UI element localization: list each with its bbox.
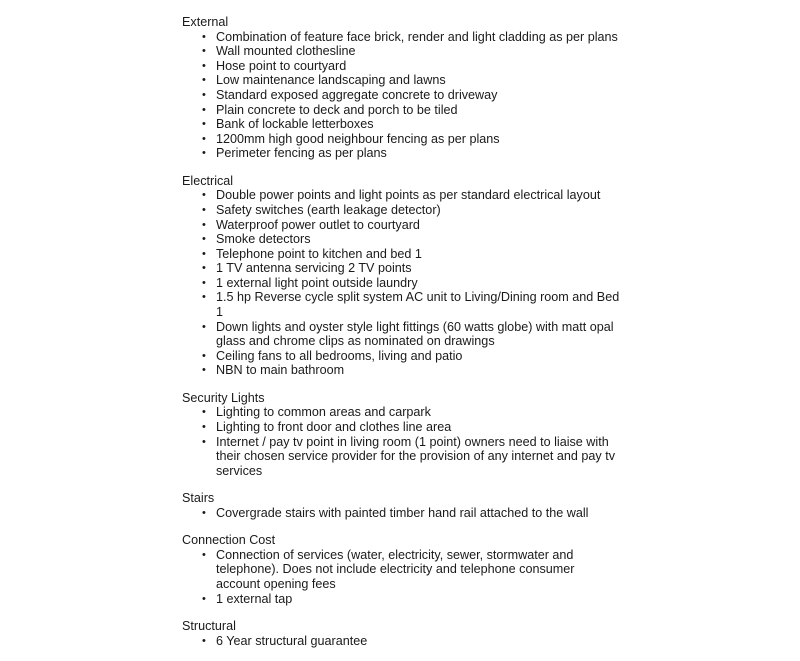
bullet-icon: •	[202, 364, 206, 377]
list-item-text: 1 external tap	[216, 591, 293, 606]
bullet-icon: •	[202, 276, 206, 289]
list-item	[182, 435, 622, 479]
bullet-icon: •	[202, 218, 206, 231]
list-item	[182, 44, 622, 59]
list-item	[182, 276, 622, 291]
bullet-icon: •	[202, 349, 206, 362]
list-item-text: Lighting to common areas and carpark	[216, 405, 431, 420]
list-item-text: Ceiling fans to all bedrooms, living and patio	[216, 348, 463, 363]
section-stairs	[182, 491, 622, 520]
list-item-text: Hose point to courtyard	[216, 58, 347, 73]
list-item	[182, 117, 622, 132]
list-item	[182, 203, 622, 218]
list-item	[182, 88, 622, 103]
list-item	[182, 218, 622, 233]
section-connection-cost	[182, 533, 622, 606]
list-item-text: Safety switches (earth leakage detector)	[216, 202, 441, 217]
bullet-icon: •	[202, 406, 206, 419]
list-item-text: Covergrade stairs with painted timber hand rail attached to the wall	[216, 505, 589, 520]
bullet-icon: •	[202, 262, 206, 275]
list-item	[182, 506, 622, 521]
list-item	[182, 232, 622, 247]
list-item-text: 1 external light point outside laundry	[216, 275, 418, 290]
bullet-icon: •	[202, 103, 206, 116]
section-external	[182, 15, 622, 161]
list-item-text: 1200mm high good neighbour fencing as per plans	[216, 131, 500, 146]
section-title: Structural	[182, 618, 236, 633]
bullet-list	[182, 188, 622, 378]
list-item-text: Connection of services (water, electricity, sewer, stormwater and telephone). Does not include electricity and telephone consumer account opening fees	[216, 547, 575, 591]
list-item-text: Waterproof power outlet to courtyard	[216, 217, 420, 232]
list-item	[182, 103, 622, 118]
bullet-icon: •	[202, 247, 206, 260]
bullet-icon: •	[202, 203, 206, 216]
section-structural	[182, 619, 622, 648]
document-page	[182, 15, 622, 661]
list-item	[182, 290, 622, 319]
bullet-icon: •	[202, 233, 206, 246]
section-title: Connection Cost	[182, 533, 276, 548]
list-item	[182, 132, 622, 147]
section-title: Electrical	[182, 173, 234, 188]
list-item	[182, 73, 622, 88]
bullet-icon: •	[202, 30, 206, 43]
list-item	[182, 420, 622, 435]
list-item-text: Telephone point to kitchen and bed 1	[216, 246, 422, 261]
list-item	[182, 363, 622, 378]
list-item-text: Double power points and light points as per standard electrical layout	[216, 188, 601, 203]
bullet-icon: •	[202, 320, 206, 333]
list-item	[182, 261, 622, 276]
section-title: External	[182, 15, 229, 29]
list-item-text: Lighting to front door and clothes line area	[216, 420, 452, 435]
list-item	[182, 349, 622, 364]
list-item-text: 1.5 hp Reverse cycle split system AC unit to Living/Dining room and Bed 1	[216, 290, 620, 320]
bullet-list	[182, 405, 622, 478]
section-title: Security Lights	[182, 390, 265, 405]
list-item-text: Combination of feature face brick, render and light cladding as per plans	[216, 29, 618, 44]
bullet-icon: •	[202, 147, 206, 160]
list-item-text: 6 Year structural guarantee	[216, 633, 368, 648]
list-item	[182, 405, 622, 420]
bullet-icon: •	[202, 189, 206, 202]
bullet-list	[182, 548, 622, 606]
list-item-text: Wall mounted clothesline	[216, 44, 356, 59]
bullet-icon: •	[202, 118, 206, 131]
bullet-icon: •	[202, 74, 206, 87]
bullet-icon: •	[202, 291, 206, 304]
list-item-text: Internet / pay tv point in living room (1 point) owners need to liaise with their chosen service provider for the provision of any internet and pay tv services	[216, 434, 616, 478]
list-item-text: NBN to main bathroom	[216, 363, 345, 378]
bullet-icon: •	[202, 421, 206, 434]
list-item-text: Plain concrete to deck and porch to be tiled	[216, 102, 458, 117]
list-item-text: Low maintenance landscaping and lawns	[216, 73, 446, 88]
list-item-text: Smoke detectors	[216, 232, 311, 247]
bullet-icon: •	[202, 634, 206, 647]
bullet-icon: •	[202, 132, 206, 145]
bullet-icon: •	[202, 592, 206, 605]
list-item	[182, 146, 622, 161]
list-item-text: Perimeter fencing as per plans	[216, 146, 387, 161]
bullet-list	[182, 506, 622, 521]
list-item-text: 1 TV antenna servicing 2 TV points	[216, 261, 412, 276]
list-item-text: Bank of lockable letterboxes	[216, 117, 374, 132]
list-item	[182, 30, 622, 45]
bullet-list	[182, 30, 622, 161]
section-title: Stairs	[182, 491, 215, 506]
list-item	[182, 592, 622, 607]
bullet-list	[182, 634, 622, 649]
list-item	[182, 247, 622, 262]
list-item-text: Standard exposed aggregate concrete to driveway	[216, 87, 498, 102]
section-electrical	[182, 174, 622, 378]
bullet-icon: •	[202, 45, 206, 58]
bullet-icon: •	[202, 88, 206, 101]
bullet-icon: •	[202, 548, 206, 561]
list-item	[182, 548, 622, 592]
bullet-icon: •	[202, 435, 206, 448]
bullet-icon: •	[202, 506, 206, 519]
list-item	[182, 320, 622, 349]
section-security-lights	[182, 391, 622, 479]
list-item	[182, 634, 622, 649]
list-item	[182, 188, 622, 203]
bullet-icon: •	[202, 59, 206, 72]
list-item	[182, 59, 622, 74]
list-item-text: Down lights and oyster style light fittings (60 watts globe) with matt opal glass and chrome clips as nominated on drawings	[216, 319, 614, 349]
